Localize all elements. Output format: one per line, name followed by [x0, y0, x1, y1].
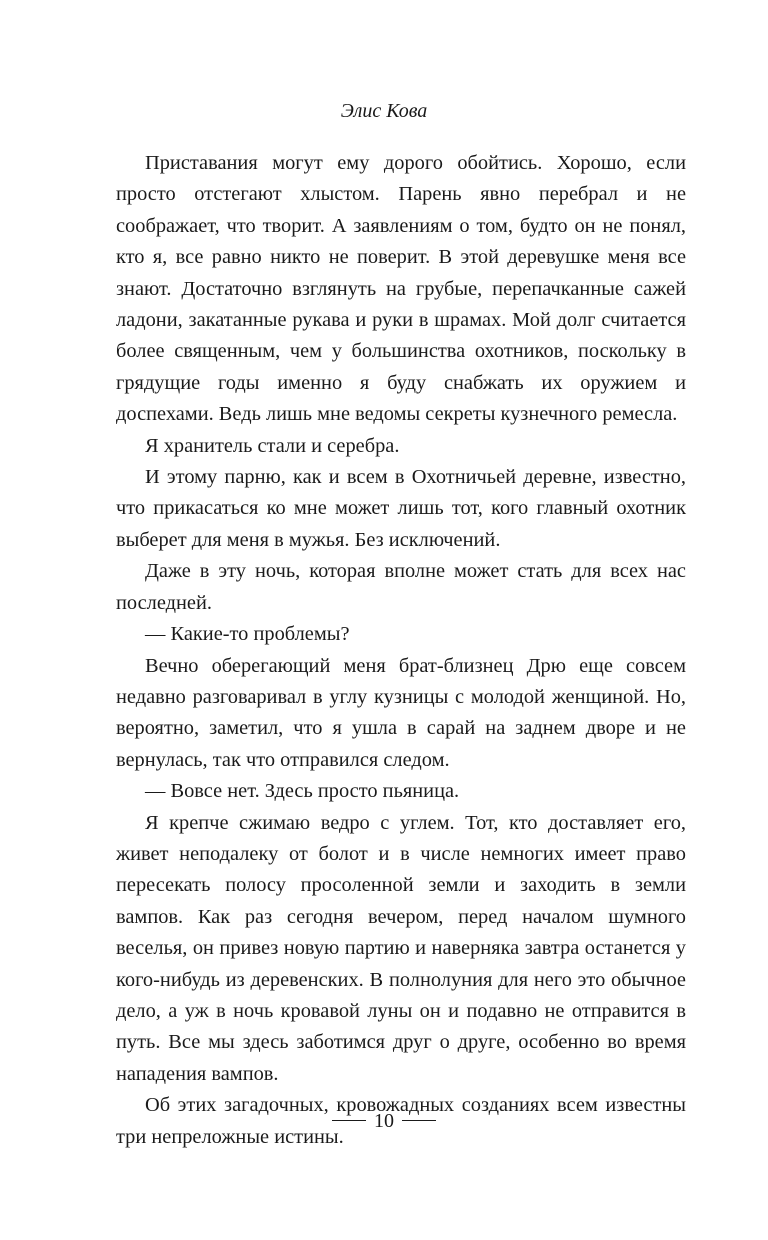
paragraph: Вечно оберегающий меня брат-близнец Дрю еще совсем недавно разговаривал в углу кузницы с молодой женщиной. Но, вероятно, заметил, что я ушла в сарай на заднем дворе и не вернулась, так что отправился следом. [116, 654, 686, 771]
paragraph: Приставания могут ему дорого обойтись. Хорошо, если просто отстегают хлыстом. Парень явно перебрал и не соображает, что творит. А заявлениям о том, будто он не понял, кто я, все равно никто не поверит. В этой деревушке меня все знают. Достаточно взглянуть на грубые, перепачканные сажей ладони, закатанные рукава и руки в шрамах. Мой долг считается более священным, чем у большинства охотников, поскольку в грядущие годы именно я буду снабжать их оружием и доспехами. Ведь лишь мне ведомы секреты кузнечного ремесла. [116, 152, 686, 426]
paragraph: Я крепче сжимаю ведро с углем. Тот, кто доставляет его, живет неподалеку от болот и в числе немногих имеет право пересекать полосу просоленной земли и заходить в земли вампов. Как раз сегодня вечером, перед началом шумного веселья, он привез новую партию и наверняка завтра останется у кого-нибудь из деревенских. В полнолуния для него это обычное дело, а уж в ночь кровавой луны он и подавно не отправится в путь. Все мы здесь заботимся друг о друге, особенно во время нападения вампов. [116, 811, 686, 1085]
dialogue-line: — Вовсе нет. Здесь просто пьяница. [145, 780, 460, 803]
paragraph: Я хранитель стали и серебра. [145, 434, 400, 457]
folio-rule-left [332, 1120, 366, 1121]
running-head-author: Элис Кова [340, 100, 428, 122]
body-text [116, 148, 686, 1153]
paragraph: Даже в эту ночь, которая вполне может стать для всех нас последней. [116, 560, 686, 614]
paragraph: Об этих загадочных, кровожадных созданиях всем известны три непреложные истины. [116, 1094, 686, 1148]
folio-rule-right [402, 1120, 436, 1121]
paragraph: И этому парню, как и всем в Охотничьей деревне, известно, что прикасаться ко мне может лишь тот, кого главный охотник выберет для меня в мужья. Без исключений. [116, 466, 686, 551]
page-number: 10 [374, 1110, 394, 1132]
page-folio [0, 1108, 768, 1134]
dialogue-line: — Какие-то проблемы? [145, 623, 350, 646]
